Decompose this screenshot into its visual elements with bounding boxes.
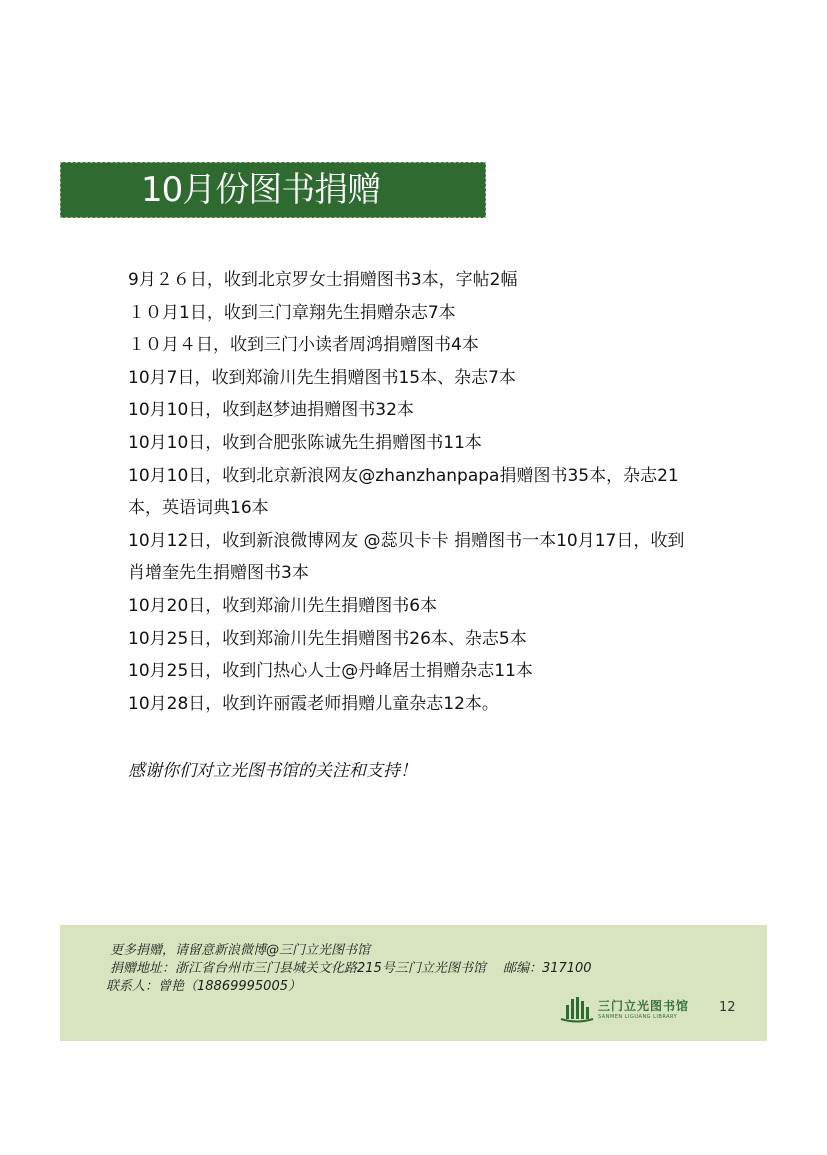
title-banner [60,162,486,218]
donation-entry: 10月20日，收到郑渝川先生捐赠图书6本 [128,595,438,616]
donation-entry: 10月25日，收到门热心人士@丹峰居士捐赠杂志11本 [128,661,533,682]
donation-entry: 10月10日，收到赵梦迪捐赠图书32本 [128,400,414,421]
page-title: 10月份图书捐赠 [141,170,381,210]
logo-subtitle: SANMEN LIGUANG LIBRARY [598,1014,678,1020]
logo-name: 三门立光图书馆 [598,999,690,1013]
donation-entry: 10月10日，收到合肥张陈诚先生捐赠图书11本 [128,432,482,453]
donation-entry: １０月1日，收到三门章翔先生捐赠杂志7本 [128,302,456,323]
donation-entry: 10月28日，收到许丽霞老师捐赠儿童杂志12本。 [128,693,499,714]
thanks-message: 感谢你们对立光图书馆的关注和支持！ [128,761,417,781]
donation-entry: 10月7日，收到郑渝川先生捐赠图书15本、杂志7本 [128,367,516,388]
footer-weibo-line: 更多捐赠，请留意新浪微博@三门立光图书馆 [110,943,371,958]
library-books-icon [560,995,594,1023]
donation-entry: 9月２６日，收到北京罗女士捐赠图书3本，字帖2幅 [128,270,518,290]
page-number: 12 [719,1000,736,1015]
footer-contact-line: 联系人：曾艳（18869995005） [106,979,301,994]
library-logo [560,995,690,1025]
donation-entry: 10月12日，收到新浪微博网友 @蕊贝卡卡 捐赠图书一本10月17日，收到肖增奎先生捐赠图书3本 [128,530,685,584]
donation-entry: 10月10日，收到北京新浪网友@zhanzhanpapa捐赠图书35本，杂志21本，英语词典16本 [128,465,679,519]
footer-panel [60,925,767,1041]
donation-entry: １０月４日，收到三门小读者周鸿捐赠图书4本 [128,335,479,356]
donation-list [128,264,688,720]
footer-address-line: 捐赠地址：浙江省台州市三门县城关文化路215号三门立光图书馆 邮编：317100 [110,961,592,976]
donation-entry: 10月25日，收到郑渝川先生捐赠图书26本、杂志5本 [128,628,527,649]
